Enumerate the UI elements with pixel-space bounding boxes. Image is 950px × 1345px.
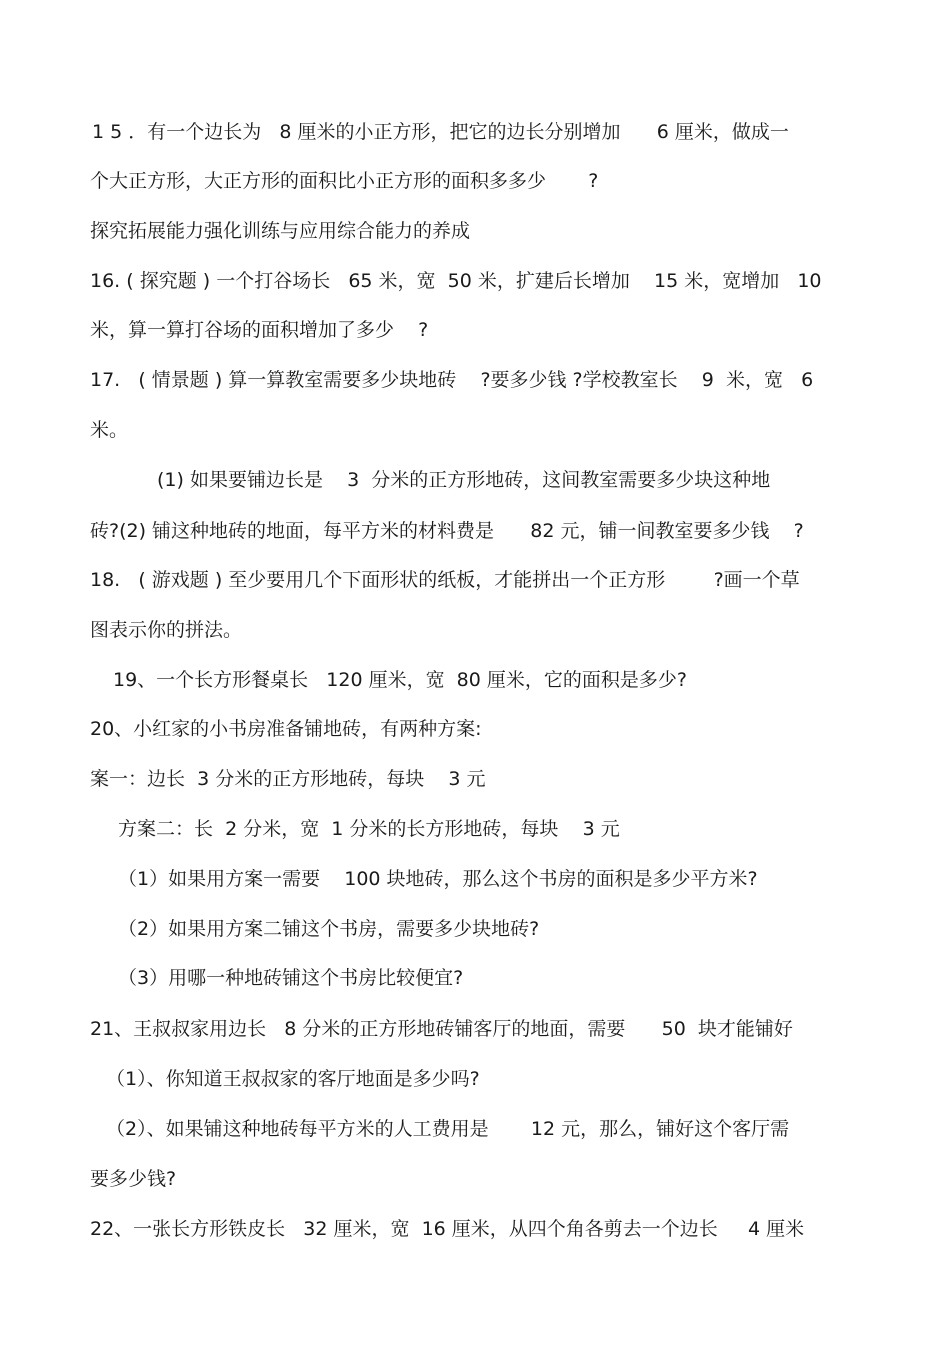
- text-line: 16. ( 探究题 ) 一个打谷场长 65 米，宽 50 米，扩建后长增加 15 米，宽增加 10: [90, 270, 822, 292]
- section-heading: 探究拓展能力强化训练与应用综合能力的养成: [90, 220, 471, 242]
- text-line: 个大正方形，大正方形的面积比小正方形的面积多多少 ?: [90, 170, 599, 192]
- text-line: 22、一张长方形铁皮长 32 厘米，宽 16 厘米，从四个角各剪去一个边长 4 厘米: [90, 1218, 805, 1240]
- text-line: 20、小红家的小书房准备铺地砖，有两种方案:: [90, 718, 482, 740]
- text-line: 19、一个长方形餐桌长 120 厘米，宽 80 厘米，它的面积是多少?: [113, 669, 687, 691]
- text-line: （3）用哪一种地砖铺这个书房比较便宜?: [118, 967, 464, 989]
- text-line: 21、王叔叔家用边长 8 分米的正方形地砖铺客厅的地面，需要 50 块才能铺好: [90, 1018, 793, 1040]
- text-line: （1）如果用方案一需要 100 块地砖，那么这个书房的面积是多少平方米?: [118, 868, 758, 890]
- text-line: 米，算一算打谷场的面积增加了多少 ?: [90, 319, 429, 341]
- text-line: 案一：边长 3 分米的正方形地砖，每块 3 元: [90, 768, 486, 790]
- text-line: 图表示你的拼法。: [90, 619, 243, 641]
- text-line: (1) 如果要铺边长是 3 分米的正方形地砖，这间教室需要多少块这种地: [157, 469, 771, 491]
- text-line: （1）、你知道王叔叔家的客厅地面是多少吗?: [106, 1068, 480, 1090]
- text-line: 砖?(2) 铺这种地砖的地面，每平方米的材料费是 82 元，铺一间教室要多少钱 ?: [90, 520, 804, 542]
- text-line: 1 5 ．有一个边长为 8 厘米的小正方形，把它的边长分别增加 6 厘米，做成一: [92, 121, 789, 143]
- text-line: 18. ( 游戏题 ) 至少要用几个下面形状的纸板，才能拼出一个正方形 ?画一个草: [90, 569, 800, 591]
- text-line: 米。: [90, 419, 129, 441]
- text-line: （2）、如果铺这种地砖每平方米的人工费用是 12 元，那么，铺好这个客厅需: [106, 1118, 790, 1140]
- text-line: 17. ( 情景题 ) 算一算教室需要多少块地砖 ?要多少钱 ?学校教室长 9 米，宽 6: [90, 369, 814, 391]
- text-line: 方案二：长 2 分米，宽 1 分米的长方形地砖，每块 3 元: [118, 818, 620, 840]
- text-line: （2）如果用方案二铺这个书房，需要多少块地砖?: [118, 918, 540, 940]
- text-line: 要多少钱?: [90, 1168, 177, 1190]
